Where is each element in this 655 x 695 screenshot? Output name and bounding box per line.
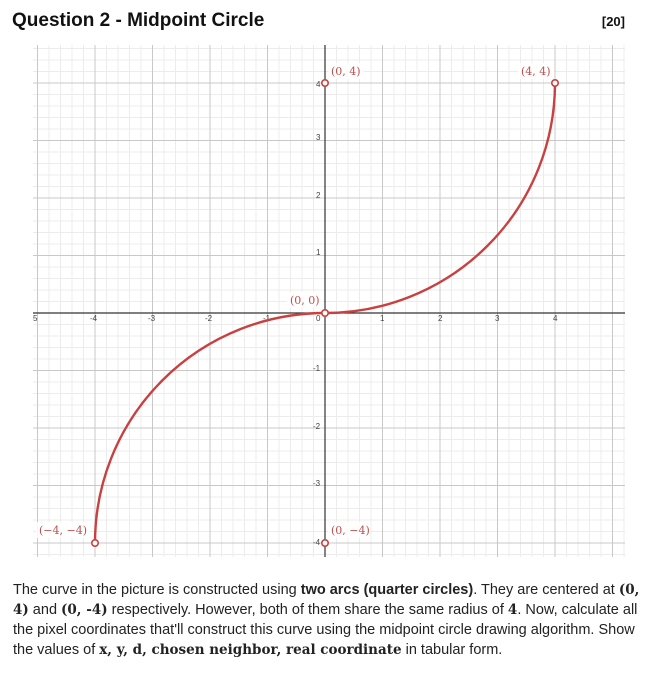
text-run: . Now, calculate all the pixel coordinates that'll construct this curve using the midpoint circle drawing algorithm. Show the values of bbox=[13, 602, 638, 658]
point-marker bbox=[322, 540, 328, 546]
point-labels bbox=[36, 63, 554, 538]
x-tick: 1 bbox=[380, 314, 385, 323]
y-tick: -3 bbox=[313, 479, 321, 488]
point-label-4-4: (4, 4) bbox=[521, 65, 551, 78]
point-marker bbox=[322, 80, 328, 86]
x-tick: -4 bbox=[90, 314, 98, 323]
math-center-2: (0, -4) bbox=[61, 602, 108, 618]
text-run: respectively. However, both of them share the same radius of bbox=[107, 602, 508, 618]
point-label-0-0: (0, 0) bbox=[290, 294, 320, 307]
question-title: Question 2 - Midpoint Circle bbox=[12, 10, 265, 31]
graph bbox=[33, 45, 625, 557]
text-run: in tabular form. bbox=[401, 642, 503, 658]
emphasis-two-arcs: two arcs (quarter circles) bbox=[300, 582, 474, 598]
y-tick: 4 bbox=[316, 80, 321, 89]
point-label-n4-n4: (−4, −4) bbox=[39, 524, 88, 537]
x-tick: 3 bbox=[495, 314, 500, 323]
y-tick: 2 bbox=[316, 191, 321, 200]
y-tick: 1 bbox=[316, 248, 321, 257]
point-label-0-n4: (0, −4) bbox=[331, 524, 370, 537]
point-marker bbox=[92, 540, 98, 546]
point-marker bbox=[322, 310, 328, 316]
y-tick: -2 bbox=[313, 422, 321, 431]
y-tick: -1 bbox=[313, 364, 321, 373]
question-text bbox=[13, 580, 643, 660]
math-radius: 4 bbox=[507, 602, 518, 618]
x-tick: -2 bbox=[205, 314, 213, 323]
point-label-0-4: (0, 4) bbox=[331, 65, 361, 78]
y-tick: 3 bbox=[316, 133, 321, 142]
y-tick: -4 bbox=[313, 538, 321, 547]
x-tick: 0 bbox=[316, 314, 321, 323]
text-run: and bbox=[28, 602, 62, 618]
point-marker bbox=[552, 80, 558, 86]
x-tick: 5 bbox=[33, 314, 38, 323]
text-run: The curve in the picture is constructed using bbox=[13, 582, 301, 598]
math-center-1: (0, 4) bbox=[13, 582, 640, 618]
x-tick: -3 bbox=[148, 314, 156, 323]
marks-badge: [20] bbox=[601, 14, 625, 29]
x-tick: 4 bbox=[553, 314, 558, 323]
x-tick: -1 bbox=[263, 314, 271, 323]
math-columns: x, y, d, chosen neighbor, real coordinate bbox=[99, 642, 402, 658]
x-tick: 2 bbox=[438, 314, 443, 323]
text-run: . They are centered at bbox=[473, 582, 619, 598]
grid bbox=[33, 45, 625, 557]
